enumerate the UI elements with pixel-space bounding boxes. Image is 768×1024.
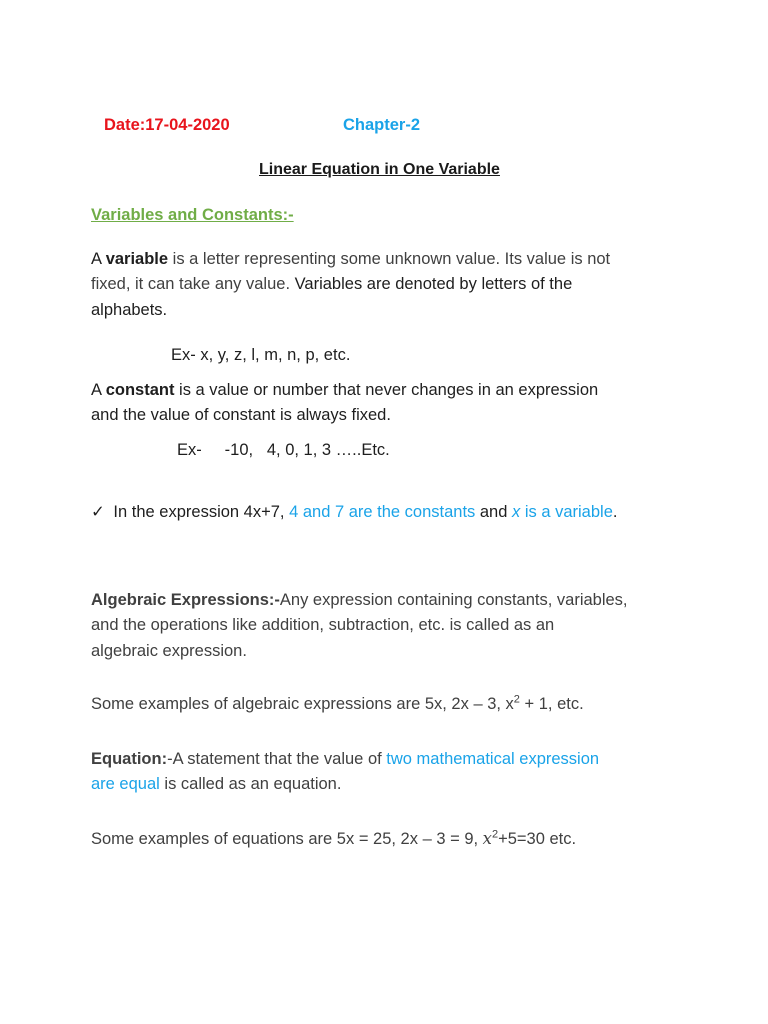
check-line <box>91 502 617 522</box>
constant-line1-text: is a value or number that never changes in an expression <box>174 381 599 399</box>
check-text-constants: 4 and 7 are the constants <box>289 503 476 521</box>
variable-para-line-2 <box>91 275 572 294</box>
algebraic-line-3: algebraic expression. <box>91 642 247 660</box>
variable-prefix: A <box>91 250 106 268</box>
algebraic-line-2: and the operations like addition, subtraction, etc. is called as an <box>91 616 555 634</box>
check-text-and: and <box>475 503 512 521</box>
variable-term: variable <box>105 250 169 268</box>
variable-line1-text: is a letter representing some unknown value. Its value is not <box>168 250 611 268</box>
equation-line-1 <box>91 750 599 769</box>
date-label: Date:17-04-2020 <box>104 116 230 134</box>
chapter-label: Chapter-2 <box>343 116 421 134</box>
section-heading: Variables and Constants:- <box>91 206 294 224</box>
algebraic-line-1 <box>91 591 628 610</box>
constant-example: Ex- -10, 4, 0, 1, 3 …..Etc. <box>177 441 390 459</box>
algebraic-examples-sup: 2 <box>513 693 520 706</box>
page-title: Linear Equation in One Variable <box>259 161 500 178</box>
equation-examples-tail: +5=30 etc. <box>498 830 577 848</box>
constant-term: constant <box>105 381 175 399</box>
variable-line2-text-b: Variables are denoted by letters of the <box>294 275 573 293</box>
variable-line2-text-a: fixed, it can take any value. <box>91 275 295 293</box>
algebraic-term: Algebraic Expressions:- <box>91 591 280 609</box>
equation-line2-text-b: is called as an equation. <box>159 775 342 793</box>
constant-para-line-2: and the value of constant is always fixed. <box>91 406 391 424</box>
equation-line2-text-a: are equal <box>91 775 160 793</box>
equation-examples-var: x <box>482 829 492 848</box>
equation-examples-text: Some examples of equations are 5x = 25, 2x – 3 = 9, <box>91 830 483 848</box>
constant-prefix: A <box>91 381 106 399</box>
equation-term: Equation: <box>91 750 168 768</box>
algebraic-examples-tail: + 1, etc. <box>519 695 584 713</box>
algebraic-examples-text: Some examples of algebraic expressions are 5x, 2x – 3, x <box>91 695 514 713</box>
check-text-x: x <box>512 503 521 521</box>
equation-examples-sup: 2 <box>491 828 499 841</box>
variable-para-line-3: alphabets. <box>91 301 168 319</box>
equation-line1-text-a: -A statement that the value of <box>167 750 387 768</box>
algebraic-line1-text: Any expression containing constants, variables, <box>279 591 628 609</box>
check-text-variable: is a variable <box>520 503 613 521</box>
algebraic-examples <box>91 695 584 714</box>
variable-para-line-1 <box>91 250 610 269</box>
variable-example: Ex- x, y, z, l, m, n, p, etc. <box>171 346 351 364</box>
equation-line1-text-b: two mathematical expression <box>386 750 600 768</box>
equation-line-2 <box>91 775 341 794</box>
equation-examples <box>91 829 576 849</box>
constant-para-line-1 <box>91 381 598 400</box>
checkmark-icon: ✓ <box>91 503 105 521</box>
check-text-period: . <box>612 503 618 521</box>
check-text-a: In the expression 4x+7, <box>113 503 290 521</box>
